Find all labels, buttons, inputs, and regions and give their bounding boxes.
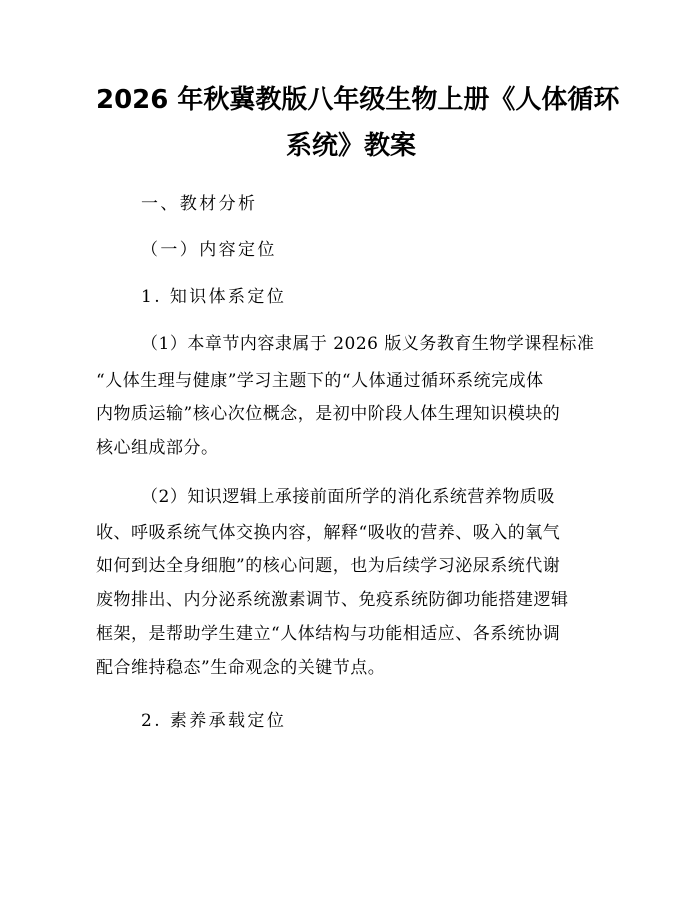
document-title-line-2: 系统》教案 bbox=[285, 131, 416, 161]
paragraph-1-line-1: （1）本章节内容隶属于 2026 版义务教育生物学课程标准 bbox=[141, 334, 595, 354]
paragraph-2-line-5: 框架，是帮助学生建立“人体结构与功能相适应、各系统协调 bbox=[96, 624, 561, 644]
item-heading-literacy-positioning: 2. 素养承载定位 bbox=[141, 711, 287, 731]
paragraph-2-line-6: 配合维持稳态”生命观念的关键节点。 bbox=[96, 658, 386, 678]
paragraph-2-line-1: （2）知识逻辑上承接前面所学的消化系统营养物质吸 bbox=[141, 487, 555, 507]
paragraph-2-line-2: 收、呼吸系统气体交换内容，解释“吸收的营养、吸入的氧气 bbox=[96, 523, 561, 543]
paragraph-2-line-4: 废物排出、内分泌系统激素调节、免疫系统防御功能搭建逻辑 bbox=[96, 590, 569, 610]
paragraph-1-line-4: 核心组成部分。 bbox=[96, 438, 219, 458]
subsection-heading-content-positioning: （一）内容定位 bbox=[141, 240, 277, 260]
paragraph-1-line-3: 内物质运输”核心次位概念，是初中阶段人体生理知识模块的 bbox=[96, 404, 561, 424]
paragraph-1-line-2: “人体生理与健康”学习主题下的“人体通过循环系统完成体 bbox=[96, 371, 544, 391]
item-heading-knowledge-system: 1. 知识体系定位 bbox=[141, 287, 287, 307]
document-title-line-1: 2026 年秋冀教版八年级生物上册《人体循环 bbox=[96, 85, 620, 115]
section-heading-textbook-analysis: 一、教材分析 bbox=[141, 194, 258, 214]
paragraph-2-line-3: 如何到达全身细胞”的核心问题，也为后续学习泌尿系统代谢 bbox=[96, 556, 561, 576]
